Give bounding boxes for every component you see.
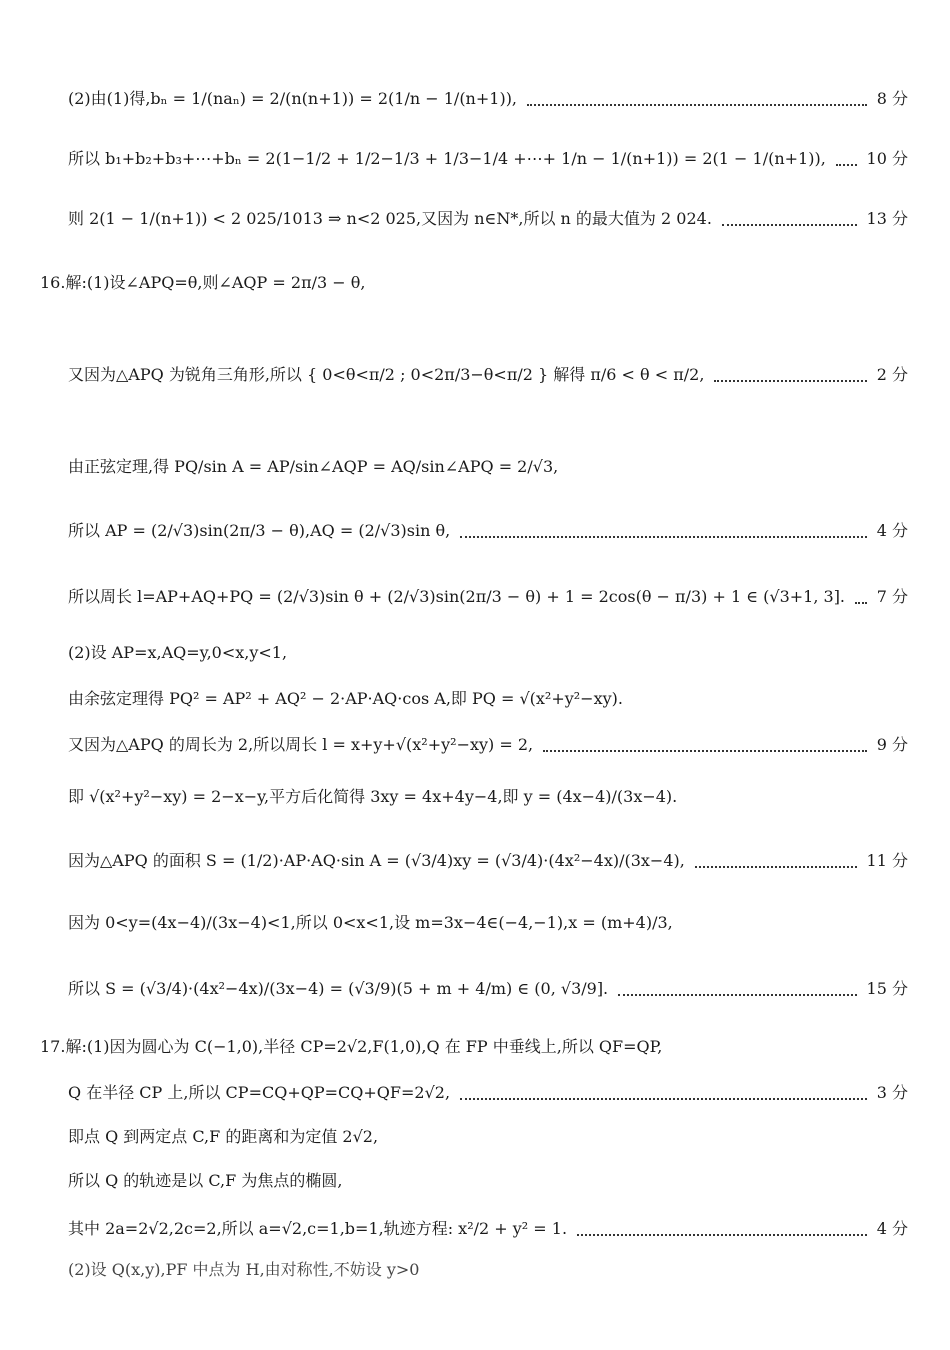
dotted-leader (714, 358, 867, 382)
score-label: 3 分 (871, 1082, 908, 1104)
dotted-leader (855, 580, 867, 604)
line-text: 即 √(x²+y²−xy) = 2−x−y,平方后化简得 3xy = 4x+4y−4,即 y = (4x−4)/(3x−4). (68, 787, 678, 806)
line-text: 由正弦定理,得 PQ/sin A = AP/sin∠AQP = AQ/sin∠APQ = 2/√3, (68, 457, 559, 476)
answer-line-l8 (68, 586, 908, 608)
answer-line-l15 (68, 978, 908, 1000)
dotted-leader (618, 972, 857, 996)
score-label: 7 分 (871, 586, 908, 608)
line-text: 所以周长 l=AP+AQ+PQ = (2/√3)sin θ + (2/√3)sin(2π/3 − θ) + 1 = 2cos(θ − π/3) + 1 ∈ (√3+1, 3]. (68, 587, 846, 606)
dotted-leader (460, 1076, 867, 1100)
answer-line-l9 (68, 642, 908, 664)
score-label: 8 分 (871, 88, 908, 110)
line-text: (2)设 AP=x,AQ=y,0<x,y<1, (68, 643, 288, 662)
answer-line-l20 (68, 1218, 908, 1240)
dotted-leader (722, 202, 857, 226)
line-text: 所以 S = (√3/4)·(4x²−4x)/(3x−4) = (√3/9)(5 + m + 4/m) ∈ (0, √3/9]. (68, 979, 609, 998)
cut-off-line (68, 1260, 568, 1280)
problem-17-heading (40, 1036, 908, 1058)
line-text: 所以 b₁+b₂+b₃+⋯+bₙ = 2(1−1/2 + 1/2−1/3 + 1/3−1/4 +⋯+ 1/n − 1/(n+1)) = 2(1 − 1/(n+1)), (68, 149, 826, 168)
score-label: 4 分 (871, 520, 908, 542)
score-label: 10 分 (861, 148, 908, 170)
line-text: 又因为△APQ 为锐角三角形,所以 { 0<θ<π/2 ; 0<2π/3−θ<π/2 } 解得 π/6 < θ < π/2, (68, 365, 705, 384)
line-text: 所以 Q 的轨迹是以 C,F 为焦点的椭圆, (68, 1171, 343, 1190)
line-text: 17.解:(1)因为圆心为 C(−1,0),半径 CP=2√2,F(1,0),Q 在 FP 中垂线上,所以 QF=QP, (40, 1037, 663, 1056)
score-label: 15 分 (861, 978, 908, 1000)
answer-line-l17 (68, 1082, 908, 1104)
line-text: 16.解:(1)设∠APQ=θ,则∠AQP = 2π/3 − θ, (40, 273, 366, 292)
dotted-leader (527, 82, 867, 106)
answer-line-l13 (68, 850, 908, 872)
dotted-leader (577, 1212, 867, 1236)
answer-line-l5 (68, 364, 908, 386)
dotted-leader (695, 844, 857, 868)
line-text: 即点 Q 到两定点 C,F 的距离和为定值 2√2, (68, 1127, 379, 1146)
answer-line-l12 (68, 786, 908, 808)
answer-line-l1 (68, 88, 908, 110)
dotted-leader (460, 514, 867, 538)
dotted-leader (543, 728, 867, 752)
line-text: Q 在半径 CP 上,所以 CP=CQ+QP=CQ+QF=2√2, (68, 1083, 451, 1102)
score-label: 2 分 (871, 364, 908, 386)
problem-16-heading (40, 272, 908, 294)
line-text: 由余弦定理得 PQ² = AP² + AQ² − 2·AP·AQ·cos A,即 PQ = √(x²+y²−xy). (68, 689, 623, 708)
line-text: (2)由(1)得,bₙ = 1/(naₙ) = 2/(n(n+1)) = 2(1/n − 1/(n+1)), (68, 89, 518, 108)
answer-line-l14 (68, 912, 908, 934)
answer-line-l2 (68, 148, 908, 170)
cut-off-text: (2)设 Q(x,y),PF 中点为 H,由对称性,不妨设 y>0 (68, 1260, 420, 1279)
line-text: 所以 AP = (2/√3)sin(2π/3 − θ),AQ = (2/√3)sin θ, (68, 521, 451, 540)
line-text: 因为△APQ 的面积 S = (1/2)·AP·AQ·sin A = (√3/4)xy = (√3/4)·(4x²−4x)/(3x−4), (68, 851, 685, 870)
score-label: 13 分 (861, 208, 908, 230)
line-text: 其中 2a=2√2,2c=2,所以 a=√2,c=1,b=1,轨迹方程: x²/2 + y² = 1. (68, 1219, 568, 1238)
score-label: 9 分 (871, 734, 908, 756)
answer-line-l6 (68, 456, 908, 478)
answer-line-l11 (68, 734, 908, 756)
answer-line-l3 (68, 208, 908, 230)
answer-line-l19 (68, 1170, 908, 1192)
score-label: 4 分 (871, 1218, 908, 1240)
score-label: 11 分 (861, 850, 908, 872)
line-text: 因为 0<y=(4x−4)/(3x−4)<1,所以 0<x<1,设 m=3x−4∈(−4,−1),x = (m+4)/3, (68, 913, 673, 932)
answer-line-l7 (68, 520, 908, 542)
line-text: 则 2(1 − 1/(n+1)) < 2 025/1013 ⇒ n<2 025,又因为 n∈N*,所以 n 的最大值为 2 024. (68, 209, 712, 228)
answer-line-l18 (68, 1126, 908, 1148)
line-text: 又因为△APQ 的周长为 2,所以周长 l = x+y+√(x²+y²−xy) = 2, (68, 735, 534, 754)
answer-line-l10 (68, 688, 908, 710)
dotted-leader (836, 142, 857, 166)
